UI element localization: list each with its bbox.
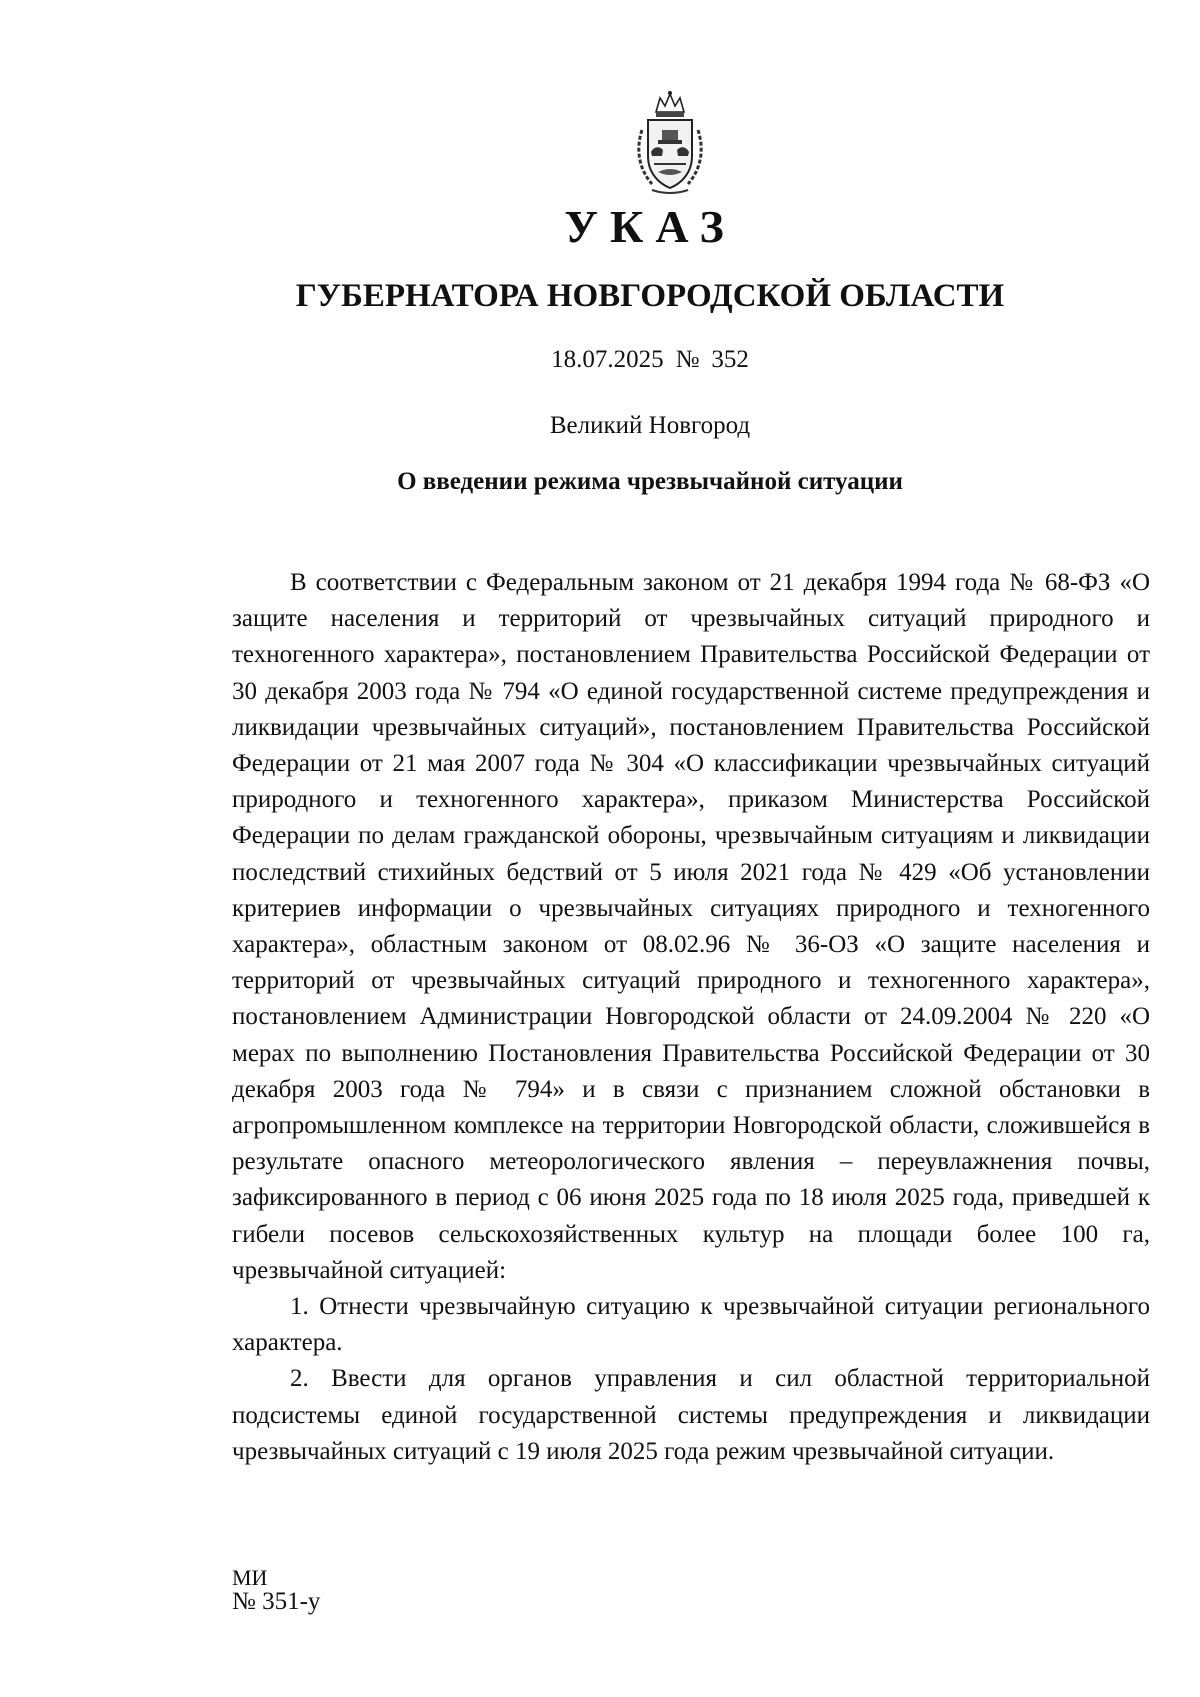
document-subtitle: ГУБЕРНАТОРА НОВГОРОДСКОЙ ОБЛАСТИ [295,278,1005,314]
number-sign: № [675,346,700,373]
document-footer [232,1567,320,1613]
document-date: 18.07.2025 [551,346,664,373]
document-number: 352 [711,346,749,373]
document-body [232,565,1150,1470]
preamble-paragraph: В соответствии с Федеральным законом от 21 декабря 1994 года № 68-ФЗ «О защите населения и территорий от чрезвычайных ситуаций природного и техногенного характера», постановлением Правительства Российской Федерации от 30 декабря 2003 года № 794 «О единой государственной системе предупреждения и ликвидации чрезвычайных ситуаций», постановлением Правительства Российской Федерации от 21 мая 2007 года № 304 «О классификации чрезвычайных ситуаций природного и техногенного характера», приказом Министерства Российской Федерации по делам гражданской обороны, чрезвычайным ситуациям и ликвидации последствий стихийных бедствий от 5 июля 2021 года № 429 «Об установлении критериев информации о чрезвычайных ситуациях природного и техногенного характера», областным законом от 08.02.96 № 36-ОЗ «О защите населения и территорий от чрезвычайных ситуаций природного и техногенного характера», постановлением Администрации Новгородской области от 24.09.2004 № 220 «О мерах по выполнению Постановления Правительства Российской Федерации от 30 декабря 2003 года № 794» и в связи с признанием сложной обстановки в агропромышленном комплексе на территории Новгородской области, сложившейся в результате опасного метеорологического явления – переувлажнения почвы, зафиксированного в период с 06 июня 2025 года по 18 июля 2025 года, приведшей к гибели посевов сельскохозяйственных культур на площади более 100 га, чрезвычайной ситуацией: [232,569,1150,1284]
document-title: УКАЗ [564,201,736,252]
document-city: Великий Новгород [549,412,751,439]
author-mark: МИ [232,1565,268,1590]
coat-of-arms-icon [632,90,708,196]
registration-number: № 351-у [232,1588,321,1615]
document-heading: О введении режима чрезвычайной ситуации [397,468,903,495]
clause-2-paragraph: 2. Ввести для органов управления и сил областной территориальной подсистемы единой государственной системы предупреждения и ликвидации чрезвычайных ситуаций с 19 июля 2025 года режим чрезвычайной ситуации. [232,1365,1150,1465]
document-dateline [0,346,1200,374]
clause-1-paragraph: 1. Отнести чрезвычайную ситуацию к чрезвычайной ситуации регионального характера. [232,1293,1150,1357]
